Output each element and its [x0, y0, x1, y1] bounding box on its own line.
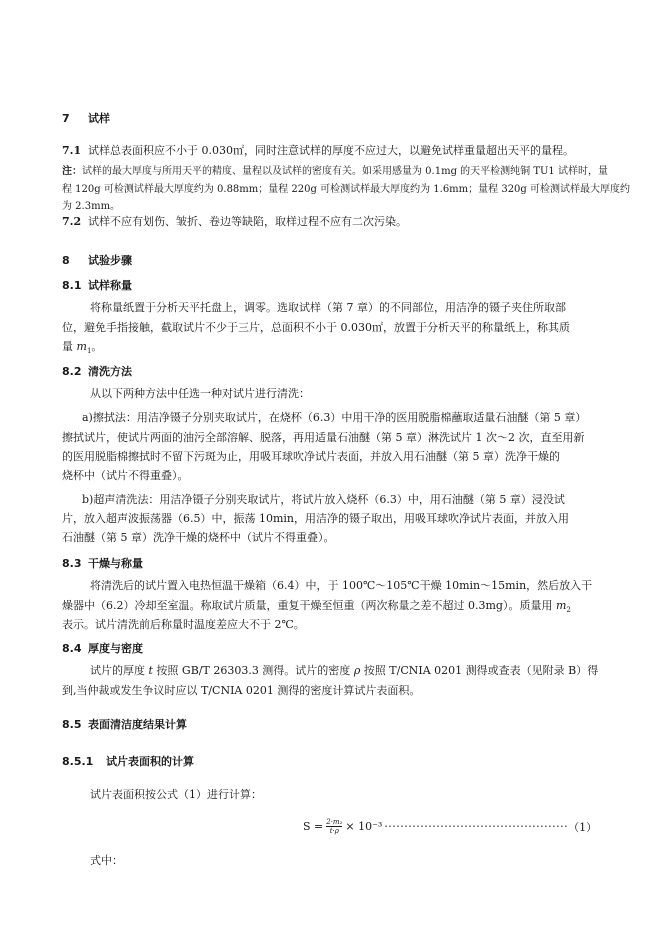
clause-7-1-text: 试样总表面积应不小于 0.030㎡，同时注意试样的厚度不应过大，以避免试样重量超出天平的量程。	[88, 144, 574, 157]
clause-8-3-heading	[62, 555, 143, 571]
section-7-title: 试样	[88, 112, 110, 125]
formula-lhs: S =	[303, 820, 324, 833]
section-8-heading	[62, 252, 132, 268]
clause-8-5-number: 8.5	[62, 718, 82, 731]
section-7-heading	[62, 110, 110, 126]
where-label: 式中：	[90, 854, 123, 867]
clause-8-3-line-2-text: 燥器中（6.2）冷却至室温。称取试片质量，重复干燥至恒重（两次称量之差不超过 0.3mg）。质量用	[62, 599, 556, 612]
method-a-line-4: 烧杯中（试片不得重叠）。	[62, 469, 189, 482]
clause-8-1-line-3-pre: 量	[62, 340, 77, 353]
clause-8-3-title: 干燥与称量	[88, 557, 143, 570]
clause-8-1-line-3	[62, 338, 102, 355]
clause-8-4-line-1-pre: 试片的厚度	[90, 664, 149, 677]
symbol-rho: ρ	[353, 664, 361, 677]
clause-8-5-1-heading	[62, 753, 194, 769]
clause-8-1-line-3-post: 。	[91, 340, 103, 353]
symbol-m2: m	[555, 599, 567, 612]
clause-8-2-intro: 从以下两种方法中任选一种对试片进行清洗：	[90, 387, 310, 400]
clause-8-5-heading	[62, 716, 187, 732]
method-b-line-2: 片，放入超声波振荡器（6.5）中，振荡 10min，用洁净的镊子取出，用吸耳球吹净试片表面，并放入用	[62, 512, 570, 525]
clause-8-1-line-2: 位，避免手指接触，截取试片不少于三片，总面积不小于 0.030㎡，放置于分析天平的称量纸上，称其质	[62, 321, 570, 334]
clause-7-2-text: 试样不应有划伤、皱折、卷边等缺陷，取样过程不应有二次污染。	[88, 215, 407, 228]
section-7-number: 7	[62, 112, 70, 125]
symbol-m1-subscript: 1	[86, 347, 92, 356]
clause-7-2	[62, 213, 407, 229]
clause-8-3-line-2	[62, 597, 571, 614]
clause-8-4-line-1-mid: 按照 GB/T 26303.3 测得。试片的密度	[152, 664, 354, 677]
clause-8-1-number: 8.1	[62, 279, 82, 292]
clause-8-3-line-3: 表示。试片清洗前后称量时温度差应大不于 2℃。	[62, 618, 305, 631]
method-b-line-3: 石油醚（第 5 章）洗净干燥的烧杯中（试片不得重叠）。	[62, 531, 335, 544]
clause-8-4-line-1	[90, 662, 598, 678]
formula-1	[303, 818, 597, 835]
clause-7-2-number: 7.2	[62, 215, 82, 228]
clause-8-2-number: 8.2	[62, 365, 82, 378]
symbol-t: t	[148, 664, 153, 677]
section-8-number: 8	[62, 254, 70, 267]
formula-numerator: 2·m₂	[326, 818, 343, 826]
clause-8-4-line-1-post: 按照 T/CNIA 0201 测得或查表（见附录 B）得	[360, 664, 599, 677]
note-label: 注：	[62, 166, 82, 177]
formula-rhs: × 10⁻³	[345, 820, 383, 833]
clause-8-2-title: 清洗方法	[88, 365, 132, 378]
clause-8-1-title: 试样称量	[88, 279, 132, 292]
symbol-m2-subscript: 2	[566, 606, 571, 615]
clause-8-4-line-2: 到,当仲裁或发生争议时应以 T/CNIA 0201 测得的密度计算试片表面积。	[62, 684, 421, 697]
clause-8-5-1-number: 8.5.1	[62, 755, 94, 768]
clause-7-1-number: 7.1	[62, 144, 82, 157]
clause-8-5-1-intro: 试片表面积按公式（1）进行计算：	[90, 788, 262, 801]
clause-8-2-heading	[62, 363, 132, 379]
clause-8-4-title: 厚度与密度	[88, 642, 143, 655]
clause-8-3-line-1: 将清洗后的试片置入电热恒温干燥箱（6.4）中，于 100℃～105℃干燥 10min～15min，然后放入干	[90, 579, 593, 592]
note-line-2: 程 120g 可检测试样最大厚度约为 0.88mm；量程 220g 可检测试样最大厚度约为 1.6mm；量程 320g 可检测试样最大厚度约	[62, 184, 630, 195]
method-a-line-1: a)擦拭法：用洁净镊子分别夹取试片，在烧杯（6.3）中用干净的医用脱脂棉蘸取适量石油醚（第 5 章）	[82, 411, 587, 424]
section-8-title: 试验步骤	[88, 254, 132, 267]
clause-8-1-heading	[62, 277, 132, 293]
formula-denominator: t·ρ	[329, 827, 339, 835]
symbol-m1: m	[76, 340, 87, 353]
clause-8-4-heading	[62, 640, 143, 656]
clause-7-1	[62, 142, 574, 158]
formula-fraction	[326, 818, 342, 835]
formula-leader-dots: ··············································	[384, 820, 569, 833]
method-a-line-2: 擦拭试片，使试片两面的油污全部溶解、脱落，再用适量石油醚（第 5 章）淋洗试片 1 次～2 次，直至用新	[62, 431, 585, 444]
clause-8-4-number: 8.4	[62, 642, 82, 655]
method-b-line-1: b)超声清洗法：用洁净镊子分别夹取试片，将试片放入烧杯（6.3）中，用石油醚（第 5 章）浸没试	[82, 493, 565, 506]
formula-equation-number: （1）	[568, 820, 598, 834]
note-line-3: 为 2.3mm。	[62, 201, 121, 212]
clause-8-1-line-1: 将称量纸置于分析天平托盘上，调零。选取试样（第 7 章）的不同部位，用洁净的镊子夹住所取部	[90, 301, 566, 314]
clause-8-5-title: 表面清洁度结果计算	[88, 718, 187, 731]
clause-8-3-number: 8.3	[62, 557, 82, 570]
note-text-1: 试样的最大厚度与所用天平的精度、量程以及试样的密度有关。如采用感量为 0.1mg 的天平检测纯铜 TU1 试样时，量	[82, 166, 608, 177]
note-line-1	[62, 162, 608, 177]
clause-8-5-1-title: 试片表面积的计算	[106, 755, 194, 768]
method-a-line-3: 的医用脱脂棉擦拭时不留下污斑为止，用吸耳球吹净试片表面，并放入用石油醚（第 5 章）洗净干燥的	[62, 450, 560, 463]
